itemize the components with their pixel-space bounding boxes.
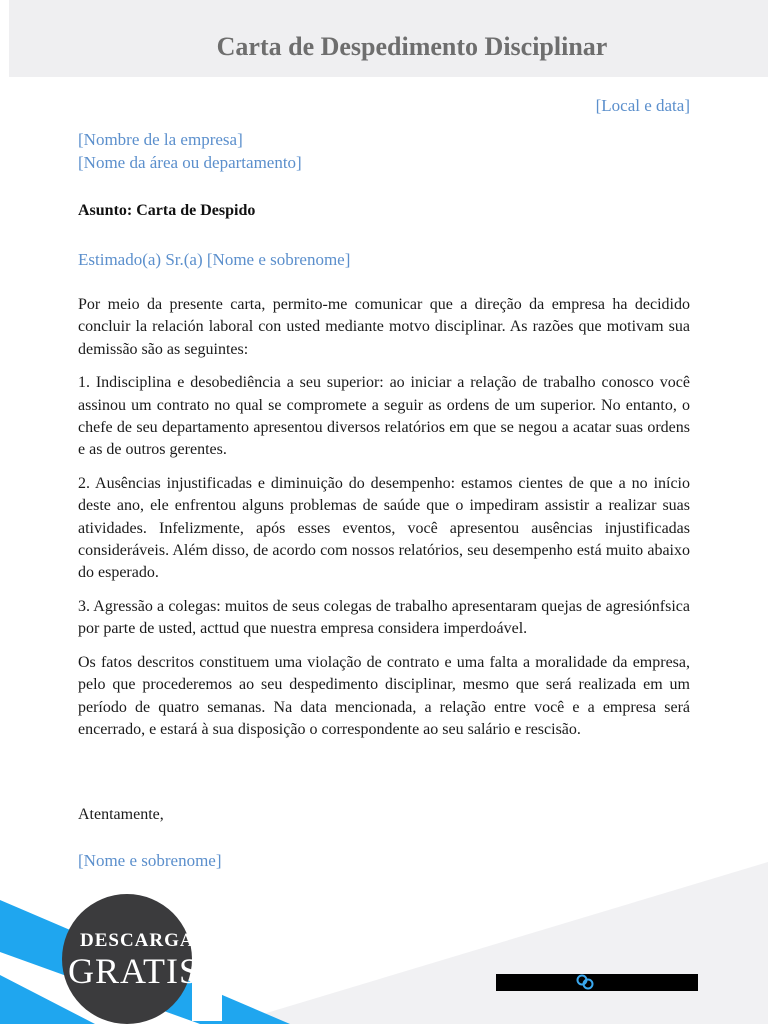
page-title: Carta de Despedimento Disciplinar — [216, 32, 608, 61]
download-badge-label[interactable]: DESCARGA — [80, 930, 195, 951]
letter-body — [78, 294, 690, 752]
free-badge-label[interactable]: GRATIS — [68, 951, 201, 991]
recipient-block — [78, 128, 302, 174]
body-paragraph-intro: Por meio da presente carta, permito-me comunicar que a direção da empresa ha decidido concluir la relación laboral con usted mediante motvo disciplinar. As razões que motivam sua demissão são as seguintes: — [78, 296, 690, 358]
local-date-placeholder: [Local e data] — [595, 96, 690, 115]
greeting: Estimado(a) Sr.(a) [Nome e sobrenome] — [78, 250, 351, 269]
subject-line: Asunto: Carta de Despido — [78, 202, 256, 219]
department-placeholder: [Nome da área ou departamento] — [78, 153, 302, 172]
body-paragraph-reason-2: 2. Ausências injustificadas e diminuição do desempenho: estamos cientes de que a no início deste ano, ele enfrentou alguns problemas de saúde que o impediram assistir a realizar suas atividades. Infelizmente, após esses eventos, você apresentou ausências injustificadas consideráveis. Além disso, de acordo com nossos relatórios, seu desempenho está muito abaixo do esperado. — [78, 474, 690, 582]
brand-logo-icon — [576, 972, 594, 992]
body-paragraph-conclusion: Os fatos descritos constituem uma violação de contrato e uma falta a moralidade da empresa, pelo que procederemos ao seu despedimento disciplinar, mesmo que será realizada em um período de quatro semanas. Na data mencionada, a relação entre você e a empresa será encerrado, e estará à sua disposição o correspondente ao seu salário e rescisão. — [78, 653, 690, 738]
body-paragraph-reason-3: 3. Agressão a colegas: muitos de seus colegas de trabalho apresentaram quejas de agresiónfsica por parte de usted, acttud que nuestra empresa considera imperdoável. — [78, 597, 690, 638]
closing: Atentamente, — [78, 806, 164, 823]
signature-placeholder: [Nome e sobrenome] — [78, 851, 222, 870]
footer-gray-stripe — [230, 862, 768, 1024]
brand-logo-bar — [496, 974, 698, 991]
body-paragraph-reason-1: 1. Indisciplina e desobediência a seu superior: ao iniciar a relação de trabalho conosco você assinou um contrato no qual se compromete a seguir as ordens de um superior. No entanto, o chefe de seu departamento apresentou diversos relatórios em que se negou a acatar suas ordens e as de outros gerentes. — [78, 374, 690, 459]
company-name-placeholder: [Nombre de la empresa] — [78, 130, 243, 149]
